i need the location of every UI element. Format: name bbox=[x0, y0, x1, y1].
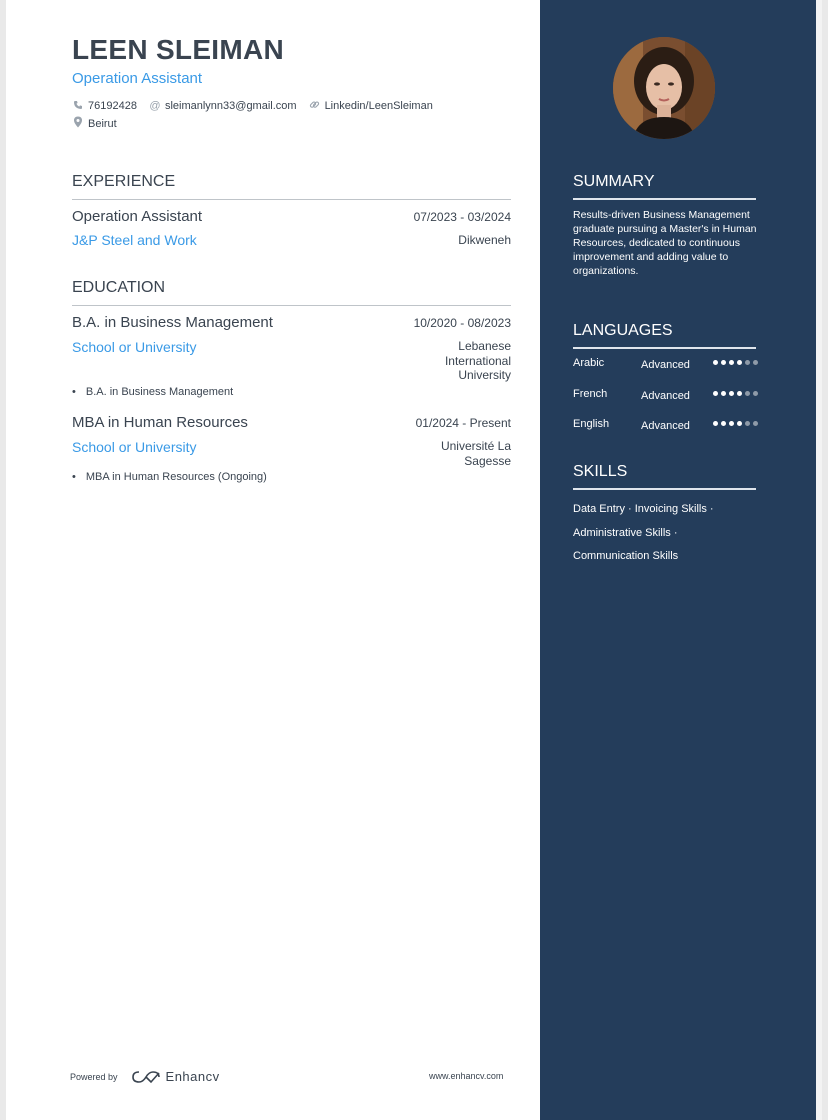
location-text: Beirut bbox=[88, 117, 117, 130]
language-level: Advanced bbox=[641, 390, 690, 402]
experience-location: Dikweneh bbox=[458, 233, 511, 247]
language-level: Advanced bbox=[641, 420, 690, 432]
education-dates: 10/2020 - 08/2023 bbox=[413, 316, 511, 330]
rating-dot bbox=[753, 421, 758, 426]
rating-dot bbox=[713, 421, 718, 426]
profile-photo bbox=[613, 37, 715, 139]
language-rating bbox=[713, 421, 758, 426]
rating-dot bbox=[745, 421, 750, 426]
bullet-dot: • bbox=[72, 386, 76, 398]
enhancv-site-link[interactable]: www.enhancv.com bbox=[429, 1071, 504, 1081]
powered-by-text: Powered by bbox=[70, 1071, 118, 1082]
education-dates: 01/2024 - Present bbox=[415, 416, 511, 430]
education-location bbox=[445, 339, 511, 383]
education-school: School or University bbox=[72, 339, 197, 355]
enhancv-logo-icon bbox=[132, 1070, 160, 1084]
languages-divider bbox=[573, 347, 756, 349]
rating-dot bbox=[753, 391, 758, 396]
education-location-line: Université La bbox=[440, 439, 511, 453]
language-level: Advanced bbox=[641, 359, 690, 371]
education-bullet-text: MBA in Human Resources (Ongoing) bbox=[85, 471, 267, 483]
education-degree: MBA in Human Resources bbox=[72, 414, 248, 431]
rating-dot bbox=[737, 360, 742, 365]
experience-dates: 07/2023 - 03/2024 bbox=[413, 210, 511, 224]
education-bullet bbox=[72, 471, 267, 483]
education-degree: B.A. in Business Management bbox=[72, 314, 273, 331]
candidate-role: Operation Assistant bbox=[72, 70, 203, 87]
language-rating bbox=[713, 360, 758, 365]
education-location bbox=[441, 439, 511, 468]
email-contact[interactable] bbox=[149, 100, 297, 112]
experience-divider bbox=[72, 199, 511, 200]
email-text: sleimanlynn33@gmail.com bbox=[164, 100, 297, 112]
page-edge bbox=[816, 0, 822, 1120]
experience-heading: EXPERIENCE bbox=[72, 173, 176, 190]
rating-dot bbox=[737, 391, 742, 396]
rating-dot bbox=[737, 421, 742, 426]
skills-line: Data Entry · Invoicing Skills · bbox=[573, 503, 714, 515]
language-name: French bbox=[573, 388, 608, 400]
rating-dot bbox=[721, 421, 726, 426]
rating-dot bbox=[745, 391, 750, 396]
bullet-dot: • bbox=[72, 471, 76, 483]
rating-dot bbox=[729, 391, 734, 396]
rating-dot bbox=[721, 391, 726, 396]
resume-page bbox=[6, 0, 822, 1120]
enhancv-logo[interactable] bbox=[132, 1069, 220, 1084]
language-name: English bbox=[573, 418, 610, 430]
linkedin-text: Linkedin/LeenSleiman bbox=[324, 100, 433, 112]
phone-icon bbox=[72, 100, 84, 113]
rating-dot bbox=[721, 360, 726, 365]
location-contact bbox=[72, 116, 117, 131]
skills-divider bbox=[573, 488, 756, 490]
skills-line: Administrative Skills · bbox=[573, 526, 678, 539]
summary-divider bbox=[573, 198, 756, 200]
languages-heading: LANGUAGES bbox=[573, 322, 673, 339]
language-name: Arabic bbox=[573, 357, 605, 369]
main-column bbox=[6, 0, 540, 1120]
enhancv-brand-text: Enhancv bbox=[165, 1069, 220, 1084]
contact-row bbox=[72, 99, 433, 113]
phone-text: 76192428 bbox=[88, 100, 137, 112]
skills-line: Communication Skills bbox=[573, 550, 679, 562]
education-bullet-text: B.A. in Business Management bbox=[85, 386, 234, 398]
candidate-name: LEEN SLEIMAN bbox=[72, 34, 285, 65]
rating-dot bbox=[729, 421, 734, 426]
location-pin-icon bbox=[72, 116, 84, 131]
skills-heading: SKILLS bbox=[573, 463, 628, 480]
summary-text: Results-driven Business Management graduate pursuing a Master's in Human Resources, dedicated to continuous improvement and adding value to organizations. bbox=[573, 209, 757, 277]
rating-dot bbox=[745, 360, 750, 365]
skills-list bbox=[573, 498, 759, 569]
experience-position: Operation Assistant bbox=[72, 208, 203, 225]
phone-contact bbox=[72, 100, 137, 113]
link-icon bbox=[309, 99, 321, 113]
rating-dot bbox=[729, 360, 734, 365]
experience-company: J&P Steel and Work bbox=[72, 232, 197, 248]
powered-by bbox=[70, 1069, 220, 1084]
education-location-line: Lebanese bbox=[458, 339, 511, 353]
education-school: School or University bbox=[72, 439, 197, 455]
at-icon: @ bbox=[149, 100, 161, 112]
rating-dot bbox=[753, 360, 758, 365]
education-location-line: Sagesse bbox=[464, 453, 511, 468]
summary-heading: SUMMARY bbox=[573, 173, 655, 190]
education-bullet bbox=[72, 386, 233, 398]
linkedin-contact[interactable] bbox=[309, 99, 433, 113]
education-location-line: International bbox=[444, 353, 511, 368]
sidebar bbox=[540, 0, 822, 1120]
education-heading: EDUCATION bbox=[72, 279, 166, 296]
language-rating bbox=[713, 391, 758, 396]
rating-dot bbox=[713, 360, 718, 365]
rating-dot bbox=[713, 391, 718, 396]
education-divider bbox=[72, 305, 511, 306]
education-location-line: University bbox=[458, 368, 511, 382]
